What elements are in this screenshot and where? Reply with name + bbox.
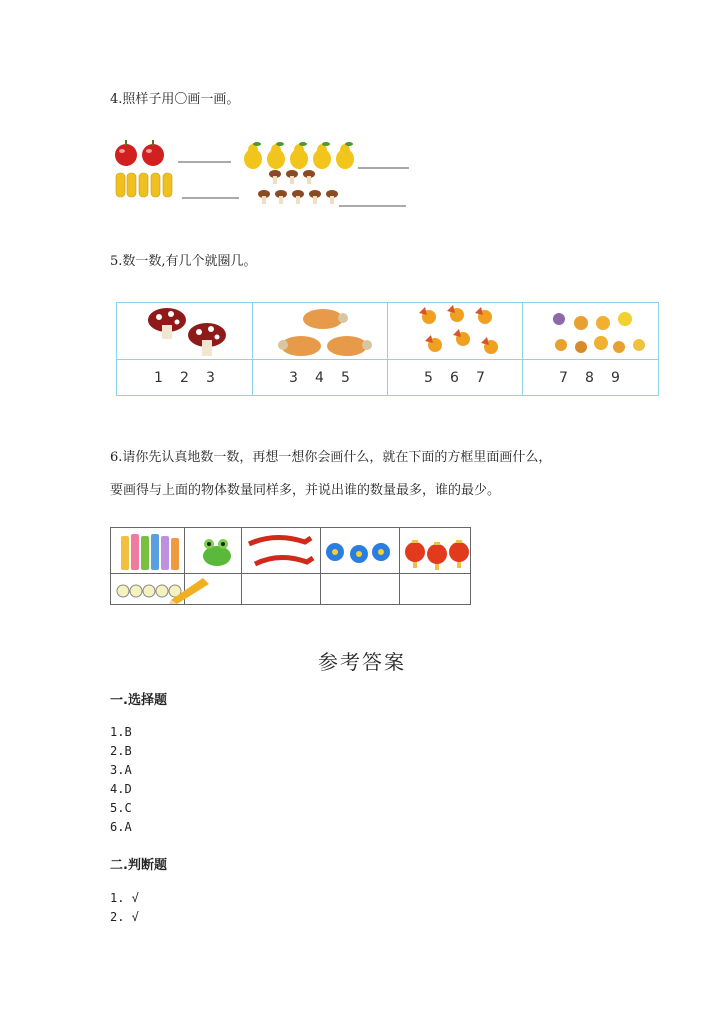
number-option[interactable]: 7: [476, 370, 485, 386]
crayon-icon: [115, 530, 183, 572]
number-option[interactable]: 1: [154, 370, 163, 386]
number-option[interactable]: 5: [424, 370, 433, 386]
turtle-icon: [277, 305, 377, 359]
question-6-line-1: 6.请你先认真地数一数，再想一想你会画什么，就在下面的方框里面画什么，: [110, 450, 552, 465]
number-option[interactable]: 4: [315, 370, 324, 386]
q4-illustration: [112, 138, 412, 212]
answer-item: 1. √: [110, 891, 139, 905]
flower-icon: [323, 536, 399, 570]
number-option[interactable]: 8: [585, 370, 594, 386]
draw-table: [110, 527, 471, 605]
answer-item: 2.B: [110, 744, 132, 758]
answer-item: 1.B: [110, 725, 132, 739]
answer-title: 参考答案: [318, 650, 406, 674]
number-option[interactable]: 7: [559, 370, 568, 386]
answer-item: 2. √: [110, 910, 139, 924]
corn-icon: [116, 173, 172, 197]
mushroom-icon: [141, 305, 251, 359]
answer-item: 6.A: [110, 820, 132, 834]
question-4-title: 4.照样子用〇画一画。: [110, 92, 240, 107]
example-circles: [111, 574, 211, 604]
number-option[interactable]: 3: [206, 370, 215, 386]
frog-icon: [191, 530, 239, 572]
answer-item: 5.C: [110, 801, 132, 815]
number-option[interactable]: 3: [289, 370, 298, 386]
bird-icon: [413, 305, 513, 359]
count-table: [116, 302, 659, 396]
mushroom-small-icon: [258, 170, 338, 204]
shrimp-icon: [245, 530, 319, 572]
section-choice-title: 一.选择题: [110, 693, 167, 708]
number-option[interactable]: 6: [450, 370, 459, 386]
answer-item: 3.A: [110, 763, 132, 777]
question-6-line-2: 要画得与上面的物体数量同样多，并说出谁的数量最多，谁的最少。: [110, 483, 501, 498]
number-option[interactable]: 2: [180, 370, 189, 386]
number-option[interactable]: 5: [341, 370, 350, 386]
number-option[interactable]: 9: [611, 370, 620, 386]
answer-item: 4.D: [110, 782, 132, 796]
pear-icon: [244, 144, 354, 169]
section-judge-title: 二.判断题: [110, 858, 167, 873]
question-5-title: 5.数一数,有几个就圈几。: [110, 254, 257, 269]
chick-icon: [547, 305, 657, 359]
apple-icon: [115, 140, 164, 166]
lantern-icon: [401, 534, 471, 572]
